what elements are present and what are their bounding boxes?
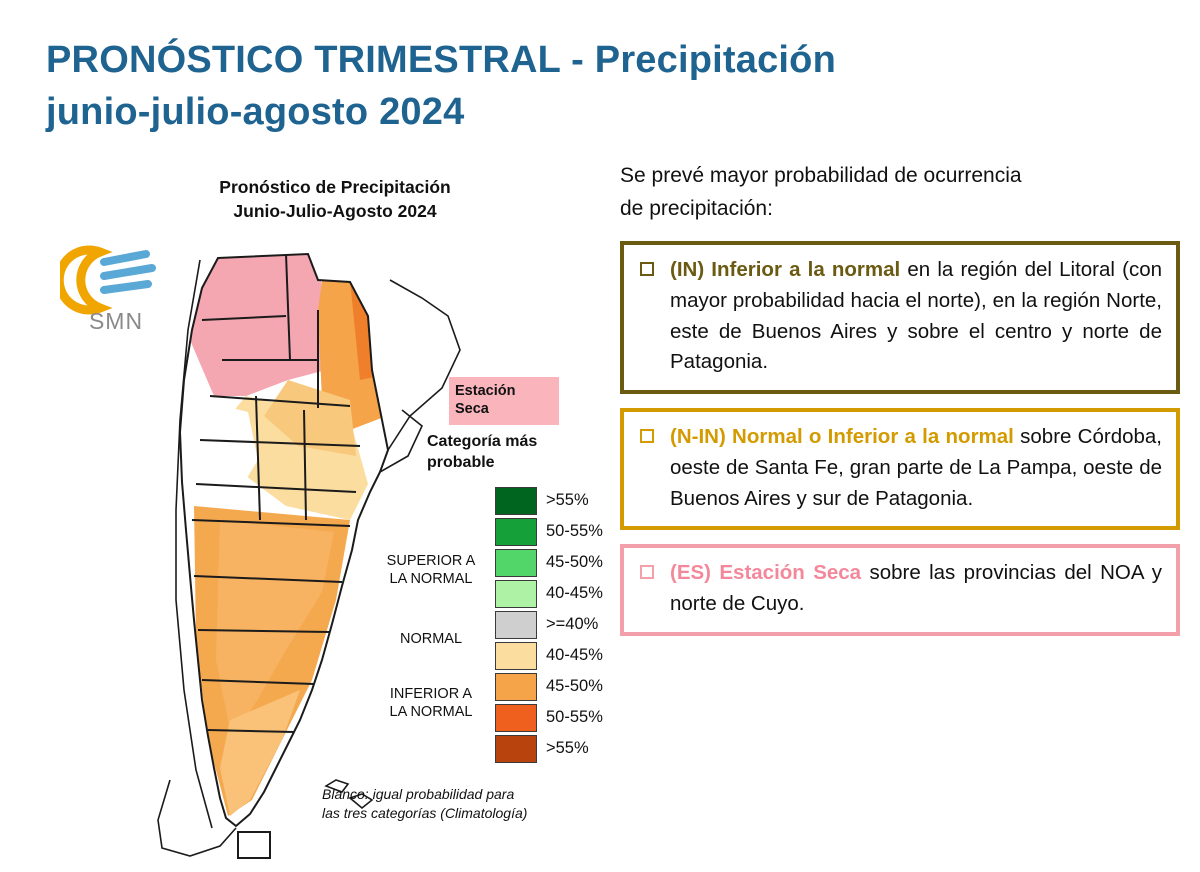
bullet-tag-in: (IN) Inferior a la normal bbox=[670, 258, 901, 282]
intro-text bbox=[620, 160, 1165, 225]
legend-note-line-1: Blanco: igual probabilidad para bbox=[322, 786, 515, 802]
map-figure bbox=[40, 160, 603, 860]
map-caption-line-1: Pronóstico de Precipitación bbox=[219, 177, 451, 197]
legend-group-superior bbox=[376, 552, 486, 588]
estacion-seca-line-1: Estación bbox=[455, 383, 516, 399]
bullet-box-inferior-text bbox=[670, 255, 1162, 378]
legend-label: 40-45% bbox=[546, 584, 603, 602]
legend-label: >55% bbox=[546, 739, 589, 757]
legend-group-superior-line-1: SUPERIOR A bbox=[386, 553, 476, 569]
legend-row bbox=[495, 702, 620, 733]
legend-row bbox=[495, 640, 620, 671]
legend-row bbox=[495, 578, 620, 609]
bullet-body-nin: sobre Córdoba, oeste de Santa Fe, gran parte de La Pampa, oeste de Buenos Aires y sur de Patagonia. bbox=[670, 425, 1162, 510]
bullet-box-normal-inferior bbox=[620, 408, 1180, 530]
map-caption bbox=[170, 176, 500, 223]
legend-label: 45-50% bbox=[546, 677, 603, 695]
legend-label: 45-50% bbox=[546, 553, 603, 571]
map-caption-line-2: Junio-Julio-Agosto 2024 bbox=[233, 200, 437, 221]
legend-row bbox=[495, 609, 620, 640]
checkbox-icon bbox=[640, 565, 654, 579]
bullet-box-estacion-seca bbox=[620, 544, 1180, 636]
legend-group-inferior-line-1: INFERIOR A bbox=[389, 686, 473, 702]
legend-group-normal: NORMAL bbox=[399, 631, 463, 647]
legend-row bbox=[495, 733, 620, 764]
legend-label: 50-55% bbox=[546, 522, 603, 540]
title-line-2: junio-julio-agosto 2024 bbox=[46, 91, 465, 134]
estacion-seca-key bbox=[449, 377, 559, 425]
legend-row bbox=[495, 485, 620, 516]
legend-title-line-1: Categoría más bbox=[427, 433, 538, 450]
legend-group-inferior-line-2: LA NORMAL bbox=[389, 704, 473, 721]
bullet-box-inferior bbox=[620, 241, 1180, 394]
legend-note-line-2: las tres categorías (Climatología) bbox=[322, 804, 528, 821]
argentina-precipitation-map bbox=[50, 220, 470, 860]
legend-row bbox=[495, 547, 620, 578]
legend-swatch bbox=[495, 673, 537, 701]
title-line-1: PRONÓSTICO TRIMESTRAL - Precipitación bbox=[46, 39, 836, 81]
checkbox-icon bbox=[640, 262, 654, 276]
forecast-summary bbox=[620, 160, 1180, 650]
legend-swatch bbox=[495, 611, 537, 639]
legend-label: >55% bbox=[546, 491, 589, 509]
legend-row bbox=[495, 671, 620, 702]
estacion-seca-line-2: Seca bbox=[455, 401, 489, 418]
smn-logo-text: SMN bbox=[88, 308, 144, 334]
checkbox-icon bbox=[640, 429, 654, 443]
bullet-tag-nin: (N-IN) Normal o Inferior a la normal bbox=[670, 425, 1014, 449]
legend-swatch bbox=[495, 580, 537, 608]
bullet-body-es: sobre las provincias del NOA y norte de Cuyo. bbox=[670, 561, 1162, 616]
legend-swatch bbox=[495, 704, 537, 732]
bullet-tag-es: (ES) Estación Seca bbox=[670, 561, 862, 585]
legend-label: >=40% bbox=[546, 615, 599, 633]
page-title bbox=[46, 34, 1166, 139]
intro-line-2: de precipitación: bbox=[620, 196, 773, 220]
bullet-box-normal-inferior-text bbox=[670, 422, 1162, 514]
legend-note bbox=[322, 785, 602, 823]
legend-group-inferior bbox=[376, 685, 486, 721]
intro-line-1: Se prevé mayor probabilidad de ocurrencia bbox=[620, 164, 1022, 187]
legend-scale bbox=[495, 485, 620, 764]
legend-swatch bbox=[495, 642, 537, 670]
legend-swatch bbox=[495, 549, 537, 577]
legend-label: 40-45% bbox=[546, 646, 603, 664]
legend-swatch bbox=[495, 487, 537, 515]
bullet-body-in: en la región del Litoral (con mayor probabilidad hacia el norte), en la región Norte, este de Buenos Aires y sobre el centro y norte de Patagonia. bbox=[670, 258, 1162, 374]
bullet-box-estacion-seca-text bbox=[670, 558, 1162, 620]
legend-row bbox=[495, 516, 620, 547]
legend-title-line-2: probable bbox=[427, 453, 495, 471]
legend-swatch bbox=[495, 518, 537, 546]
legend-label: 50-55% bbox=[546, 708, 603, 726]
legend-swatch bbox=[495, 735, 537, 763]
legend-group-superior-line-2: LA NORMAL bbox=[389, 571, 473, 588]
legend-title bbox=[427, 432, 587, 474]
